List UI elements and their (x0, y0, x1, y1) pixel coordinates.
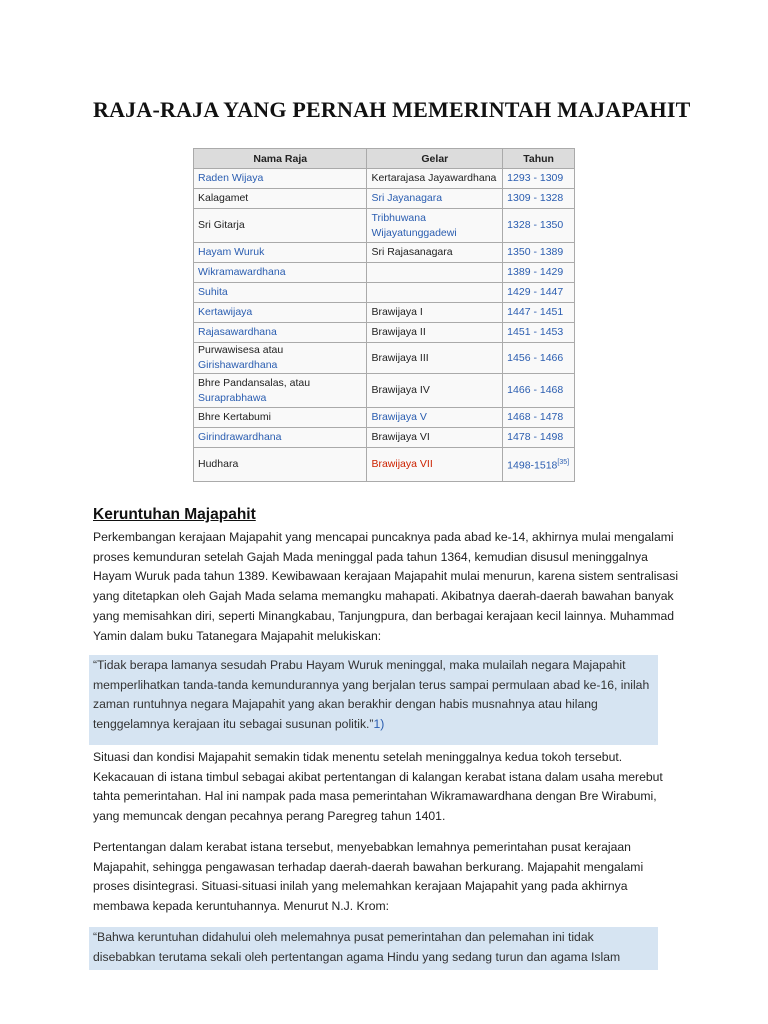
king-name-link[interactable]: Girindrawardhana (198, 431, 282, 443)
table-row (194, 374, 575, 408)
king-name-link[interactable]: Raden Wijaya (198, 172, 264, 184)
header-nama-raja: Nama Raja (194, 149, 367, 169)
king-title-link[interactable]: Tribhuwana Wijayatunggadewi (371, 211, 457, 239)
king-years-link[interactable]: 1350 - 1389 (507, 246, 564, 258)
header-tahun: Tahun (503, 149, 575, 169)
king-title-link[interactable]: Brawijaya V (371, 411, 427, 423)
section-heading: Keruntuhan Majapahit (93, 506, 256, 523)
quote-text: “Bahwa keruntuhan didahului oleh melemahnya pusat pemerintahan dan pelemahan ini tidak disebabkan terutama sekali oleh pertentangan agama Hindu yang sedang turun dan agama Islam (93, 930, 621, 964)
king-title: Kertarajasa Jayawardhana (367, 169, 503, 189)
quote-text: “Tidak berapa lamanya sesudah Prabu Hayam Wuruk meninggal, maka mulailah negara Majapahit memperlihatkan tanda-tanda kemundurannya yang berjalan terus sampai permulaan abad ke-16, inilah zaman runtuhnya negara Majapahit yang akan berakhir dengan habis musnahnya atau hilang tenggelamnya kerajaan itu sebagai susunan politik.” (93, 658, 650, 732)
quote-block-1 (89, 655, 658, 745)
header-gelar: Gelar (367, 149, 503, 169)
king-name: Kalagamet (194, 189, 367, 209)
king-name: Bhre Kertabumi (194, 408, 367, 428)
king-years-link[interactable]: 1466 - 1468 (507, 384, 564, 396)
king-years-link[interactable]: 1328 - 1350 (507, 219, 564, 231)
king-name-link[interactable]: Girishawardhana (198, 359, 278, 371)
table-row (194, 303, 575, 323)
king-years-link[interactable]: 1478 - 1498 (507, 431, 564, 443)
quote-block-2 (89, 927, 658, 970)
king-years-link[interactable]: 1429 - 1447 (507, 286, 564, 298)
king-years-link[interactable]: 1456 - 1466 (507, 351, 564, 364)
king-title: Brawijaya VI (367, 428, 503, 448)
king-name-link[interactable]: Suhita (198, 286, 228, 298)
table-row (194, 263, 575, 283)
king-title: Brawijaya III (367, 343, 503, 374)
table-row (194, 323, 575, 343)
king-name: Bhre Pandansalas, atau (198, 376, 311, 389)
citation-link[interactable]: [35] (557, 459, 570, 467)
table-row (194, 209, 575, 243)
table-row (194, 428, 575, 448)
table-row (194, 169, 575, 189)
king-title: Sri Rajasanagara (367, 243, 503, 263)
king-years-link[interactable]: 1451 - 1453 (507, 326, 564, 338)
table-header-row (194, 149, 575, 169)
table-row (194, 243, 575, 263)
king-title (367, 263, 503, 283)
paragraph-2: Situasi dan kondisi Majapahit semakin tidak menentu setelah meninggalnya kedua tokoh tersebut. Kekacauan di istana timbul sebagai akibat pertentangan di kalangan kerabat istana dalam usaha merebut tahta pemerintahan. Hal ini nampak pada masa pemerintahan Wikramawardhana dengan Bre Wirabumi, yang memuncak dengan pecahnya perang Paregreg tahun 1401. (93, 750, 663, 824)
quote-footnote-link[interactable]: 1) (373, 717, 385, 732)
table-row (194, 189, 575, 209)
table-row (194, 408, 575, 428)
paragraph-1: Perkembangan kerajaan Majapahit yang mencapai puncaknya pada abad ke-14, akhirnya mulai mengalami proses kemunduran setelah Gajah Mada meninggal pada tahun 1364, kemudian disusul meninggalnya Hayam Wuruk pada tahun 1389. Kewibawaan kerajaan Majapahit mulai menurun, karena sistem sentralisasi yang ditetapkan oleh Gajah Mada selama memangku mahapati. Akibatnya daerah-daerah bawahan banyak yang memisahkan diri, seperti Minangkabau, Tanjungpura, dan berbagai kerajaan kecil lainnya. Muhammad Yamin dalam buku Tatanegara Majapahit melukiskan: (93, 530, 679, 643)
king-years-link[interactable]: 1389 - 1429 (507, 266, 564, 278)
table-row (194, 448, 575, 482)
king-name: Purwawisesa atau (198, 344, 284, 356)
king-years-link[interactable]: 1468 - 1478 (507, 411, 564, 423)
king-title-link[interactable]: Sri Jayanagara (371, 192, 443, 204)
king-years-link[interactable]: 1498-1518 (507, 459, 558, 472)
king-title: Brawijaya II (367, 323, 503, 343)
king-years-link[interactable]: 1309 - 1328 (507, 192, 564, 204)
king-title-redlink[interactable]: Brawijaya VII (371, 458, 433, 470)
king-name-link[interactable]: Wikramawardhana (198, 266, 286, 278)
king-title: Brawijaya IV (367, 374, 503, 408)
paragraph-3: Pertentangan dalam kerabat istana tersebut, menyebabkan lemahnya pemerintahan pusat kerajaan Majapahit, sehingga pengawasan terhadap daerah-daerah bawahan berkurang. Majapahit mengalami proses disintegrasi. Situasi-situasi inilah yang melemahkan kerajaan Majapahit yang pada akhirnya membawa kepada keruntuhannya. Menurut N.J. Krom: (93, 840, 644, 914)
king-name-link[interactable]: Kertawijaya (198, 306, 253, 318)
king-title: Brawijaya I (367, 303, 503, 323)
king-years-link[interactable]: 1293 - 1309 (507, 172, 564, 184)
king-name-link[interactable]: Rajasawardhana (198, 326, 277, 338)
table-row (194, 343, 575, 374)
king-name: Hudhara (194, 448, 367, 482)
king-title (367, 283, 503, 303)
king-name: Sri Gitarja (194, 209, 367, 243)
king-name-link[interactable]: Suraprabhawa (198, 391, 267, 404)
kings-table (193, 148, 575, 482)
king-years-link[interactable]: 1447 - 1451 (507, 306, 564, 318)
page-title: RAJA-RAJA YANG PERNAH MEMERINTAH MAJAPAHIT (93, 97, 691, 122)
king-name-link[interactable]: Hayam Wuruk (198, 246, 265, 258)
table-row (194, 283, 575, 303)
